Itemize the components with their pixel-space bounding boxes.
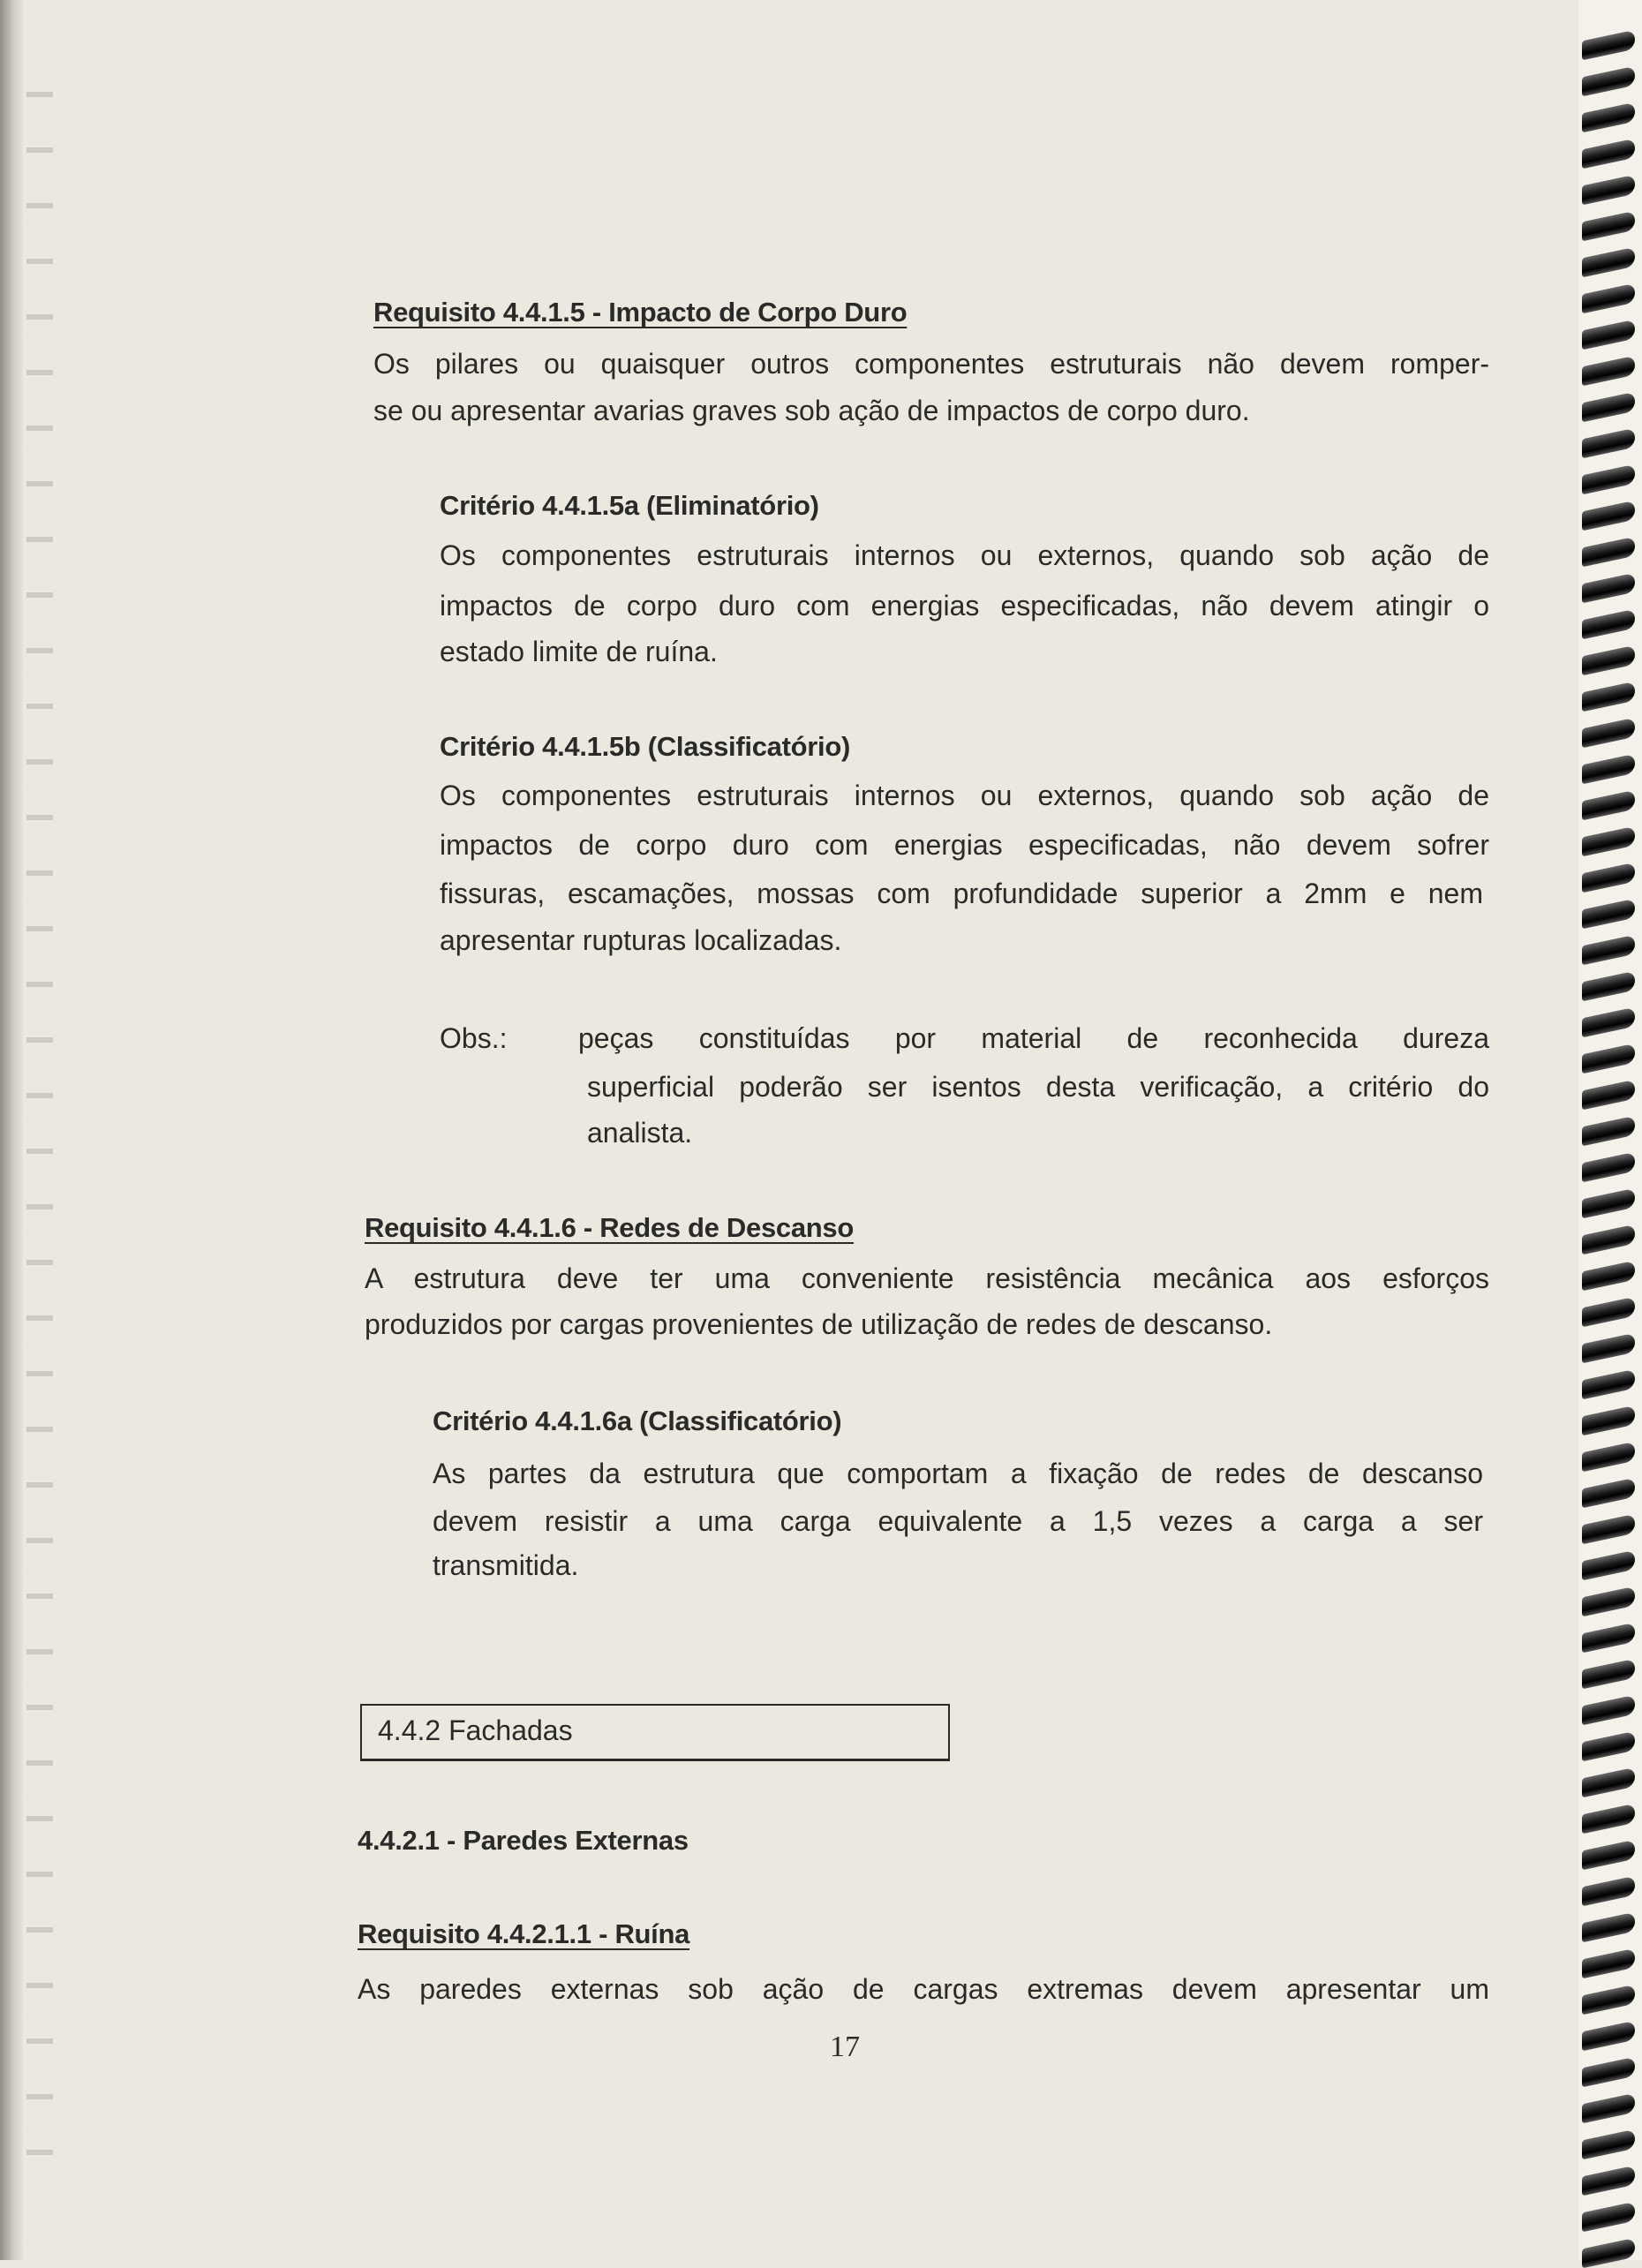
spiral-coil bbox=[1582, 1659, 1635, 1690]
spiral-coil bbox=[1582, 790, 1635, 821]
spiral-coil bbox=[1582, 1080, 1635, 1111]
body-line: fissuras, escamações, mossas com profundidade superior a 2mm e nem bbox=[440, 878, 1483, 909]
spiral-coil bbox=[1582, 1261, 1635, 1292]
obs-label: Obs.: bbox=[440, 1022, 508, 1054]
spiral-coil bbox=[1582, 1405, 1635, 1436]
subsection-heading: 4.4.2.1 - Paredes Externas bbox=[358, 1825, 689, 1856]
spiral-coil bbox=[1582, 1478, 1635, 1509]
body-line: se ou apresentar avarias graves sob ação de impactos de corpo duro. bbox=[373, 395, 1250, 426]
criterio-4415b-heading: Critério 4.4.1.5b (Classificatório) bbox=[440, 731, 850, 762]
spiral-coil bbox=[1582, 573, 1635, 604]
spiral-coil bbox=[1582, 899, 1635, 930]
body-line: Os componentes estruturais internos ou externos, quando sob ação de bbox=[440, 539, 1489, 571]
spiral-coil bbox=[1582, 1442, 1635, 1473]
spiral-coil bbox=[1582, 2238, 1635, 2268]
spiral-coil bbox=[1582, 392, 1635, 423]
spiral-coil bbox=[1582, 66, 1635, 97]
body-line: As partes da estrutura que comportam a fixação de redes de descanso bbox=[433, 1458, 1483, 1489]
spiral-coil bbox=[1582, 1695, 1635, 1726]
spiral-coil bbox=[1582, 1840, 1635, 1871]
punch-holes bbox=[26, 53, 53, 2172]
spiral-binding bbox=[1578, 0, 1642, 2260]
spiral-coil bbox=[1582, 2093, 1635, 2124]
spiral-coil bbox=[1582, 175, 1635, 206]
requisito-4415-heading: Requisito 4.4.1.5 - Impacto de Corpo Duro bbox=[373, 297, 908, 328]
body-line: A estrutura deve ter uma conveniente resistência mecânica aos esforços bbox=[365, 1262, 1489, 1294]
spiral-coil bbox=[1582, 1116, 1635, 1147]
body-line: estado limite de ruína. bbox=[440, 636, 718, 667]
spiral-coil bbox=[1582, 826, 1635, 857]
body-line: Os pilares ou quaisquer outros componentes estruturais não devem romper- bbox=[373, 348, 1489, 380]
spiral-coil bbox=[1582, 1623, 1635, 1654]
spiral-coil bbox=[1582, 464, 1635, 495]
spiral-coil bbox=[1582, 1514, 1635, 1545]
spiral-coil bbox=[1582, 1731, 1635, 1762]
requisito-4416-heading: Requisito 4.4.1.6 - Redes de Descanso bbox=[365, 1212, 854, 1243]
spiral-coil bbox=[1582, 863, 1635, 893]
spiral-coil bbox=[1582, 682, 1635, 712]
spiral-coil bbox=[1582, 971, 1635, 1002]
page-number: 17 bbox=[830, 2031, 860, 2063]
spiral-coil bbox=[1582, 139, 1635, 170]
spiral-coil bbox=[1582, 609, 1635, 640]
spiral-coil bbox=[1582, 1550, 1635, 1581]
spiral-coil bbox=[1582, 1804, 1635, 1835]
criterio-4416a-heading: Critério 4.4.1.6a (Classificatório) bbox=[433, 1405, 842, 1436]
spiral-coil bbox=[1582, 211, 1635, 242]
criterio-4415a-heading: Critério 4.4.1.5a (Eliminatório) bbox=[440, 490, 819, 521]
body-line: produzidos por cargas provenientes de utilização de redes de descanso. bbox=[365, 1308, 1273, 1340]
spiral-coil bbox=[1582, 645, 1635, 676]
spiral-coil bbox=[1582, 247, 1635, 278]
spiral-coil bbox=[1582, 501, 1635, 531]
body-line: devem resistir a uma carga equivalente a 1,5 vezes a carga a ser bbox=[433, 1505, 1483, 1537]
binding-edge-left bbox=[0, 0, 23, 2260]
body-line: Os componentes estruturais internos ou externos, quando sob ação de bbox=[440, 780, 1489, 811]
spiral-coil bbox=[1582, 1224, 1635, 1255]
spiral-coil bbox=[1582, 1044, 1635, 1074]
spiral-coil bbox=[1582, 356, 1635, 387]
spiral-coil bbox=[1582, 1767, 1635, 1798]
spiral-coil bbox=[1582, 1369, 1635, 1400]
section-heading: 4.4.2 Fachadas bbox=[378, 1714, 573, 1746]
spiral-coil bbox=[1582, 283, 1635, 314]
spiral-coil bbox=[1582, 1333, 1635, 1364]
spiral-coil bbox=[1582, 2057, 1635, 2088]
spiral-coil bbox=[1582, 2129, 1635, 2160]
spiral-coil bbox=[1582, 754, 1635, 785]
spiral-coil bbox=[1582, 935, 1635, 966]
spiral-coil bbox=[1582, 1876, 1635, 1907]
obs-line: analista. bbox=[587, 1117, 693, 1149]
spiral-coil bbox=[1582, 2166, 1635, 2196]
spiral-coil bbox=[1582, 1586, 1635, 1617]
spiral-coil bbox=[1582, 428, 1635, 459]
spiral-coil bbox=[1582, 2021, 1635, 2052]
spiral-coil bbox=[1582, 30, 1635, 61]
spiral-coil bbox=[1582, 1297, 1635, 1328]
spiral-coil bbox=[1582, 1152, 1635, 1183]
spiral-coil bbox=[1582, 1912, 1635, 1943]
spiral-coil bbox=[1582, 1007, 1635, 1038]
spiral-coil bbox=[1582, 537, 1635, 568]
spiral-coil bbox=[1582, 102, 1635, 133]
spiral-coil bbox=[1582, 2202, 1635, 2233]
obs-line: superficial poderão ser isentos desta verificação, a critério do bbox=[587, 1071, 1489, 1103]
spiral-coil bbox=[1582, 1985, 1635, 2016]
spiral-coil bbox=[1582, 1948, 1635, 1979]
body-line: impactos de corpo duro com energias especificadas, não devem atingir o bbox=[440, 590, 1489, 622]
section-box bbox=[360, 1704, 950, 1761]
spiral-coil bbox=[1582, 718, 1635, 749]
body-line: apresentar rupturas localizadas. bbox=[440, 924, 842, 956]
requisito-44211-heading: Requisito 4.4.2.1.1 - Ruína bbox=[358, 1918, 690, 1949]
obs-line: peças constituídas por material de reconhecida dureza bbox=[578, 1022, 1489, 1054]
body-line: transmitida. bbox=[433, 1549, 579, 1581]
body-line: As paredes externas sob ação de cargas extremas devem apresentar um bbox=[358, 1973, 1489, 2005]
spiral-coil bbox=[1582, 320, 1635, 350]
spiral-coil bbox=[1582, 1188, 1635, 1219]
body-line: impactos de corpo duro com energias especificadas, não devem sofrer bbox=[440, 829, 1489, 861]
